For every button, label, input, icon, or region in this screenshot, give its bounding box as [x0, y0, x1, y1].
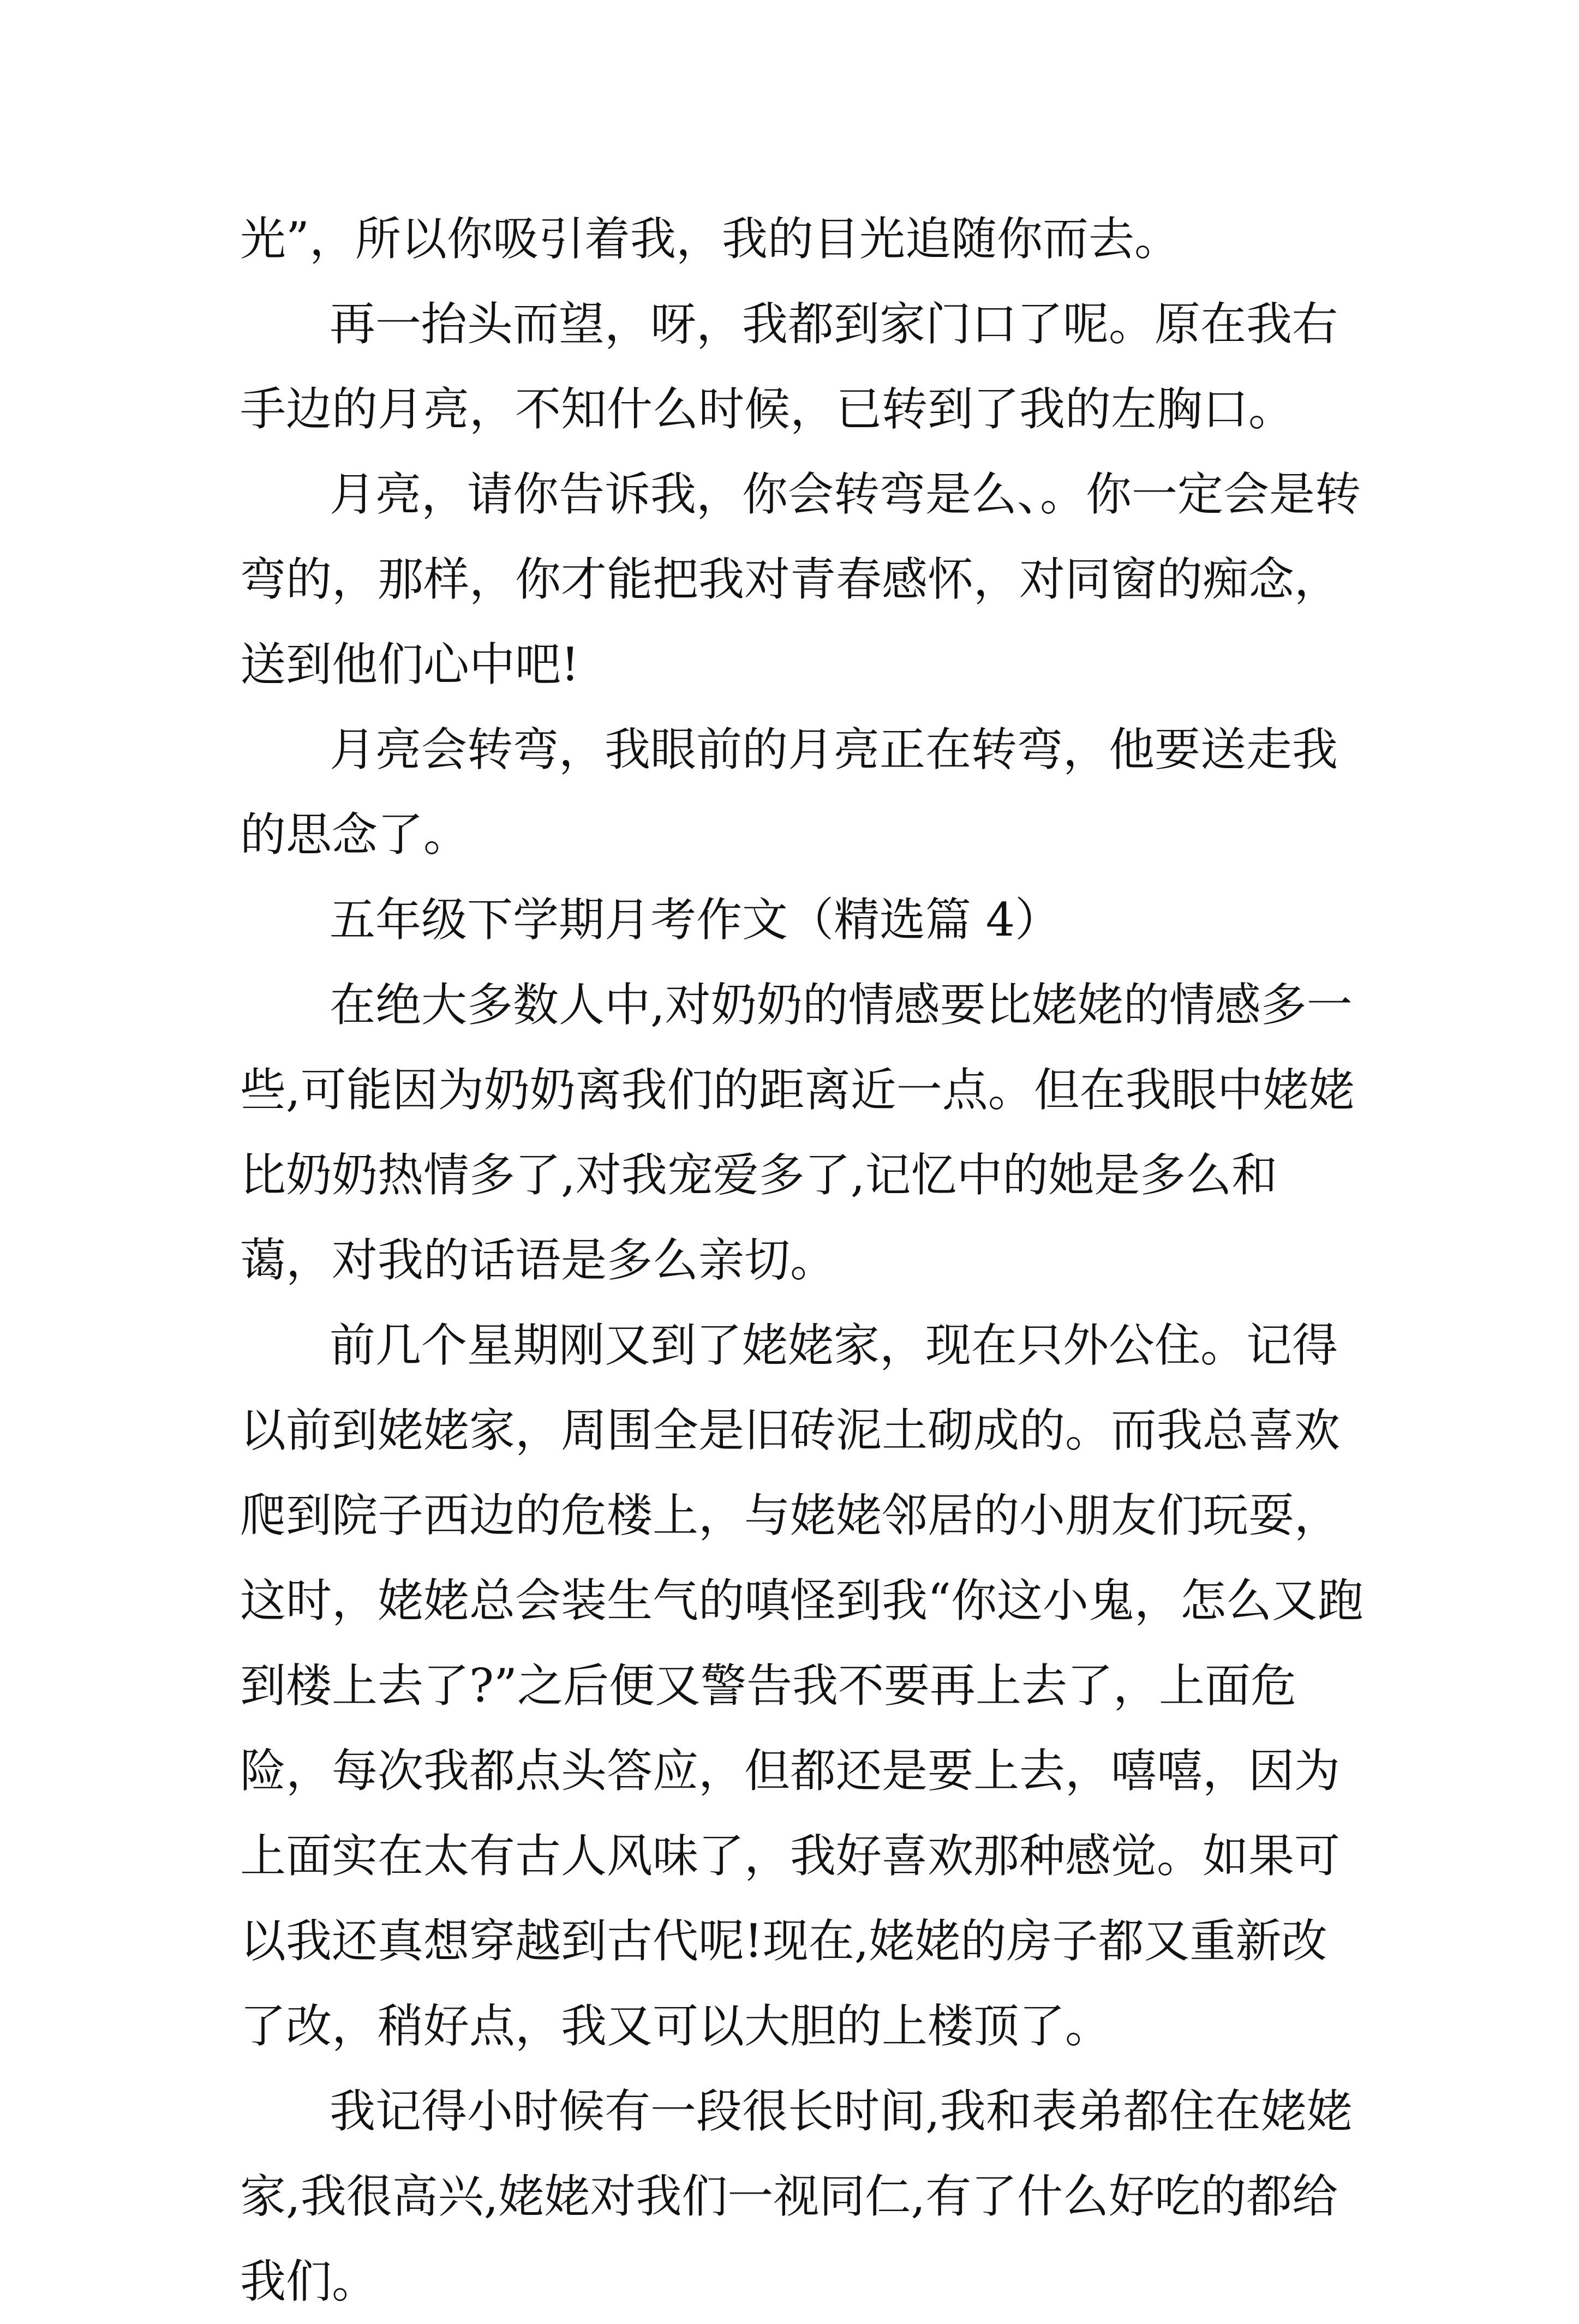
- essay-body: [240, 196, 1364, 2324]
- paragraph: 再一抬头而望，呀，我都到家门口了呢。原在我右手边的月亮，不知什么时候，已转到了我的左胸口。: [240, 297, 1338, 436]
- paragraph: 月亮会转弯，我眼前的月亮正在转弯，他要送走我的思念了。: [240, 723, 1338, 861]
- paragraph: 前几个星期刚又到了姥姥家，现在只外公住。记得以前到姥姥家，周围全是旧砖泥土砌成的。而我总喜欢爬到院子西边的危楼上，与姥姥邻居的小朋友们玩耍，这时，姥姥总会装生气的嗔怪到我“你这小鬼，怎么又跑到楼上去了?”之后便又警告我不要再上去了，上面危险，每次我都点头答应，但都还是要上去，嘻嘻，因为上面实在太有古人风味了，我好喜欢那种感觉。如果可以我还真想穿越到古代呢!现在,姥姥的房子都又重新改了改，稍好点，我又可以大胆的上楼顶了。: [240, 1319, 1363, 2053]
- paragraph: 在绝大多数人中,对奶奶的情感要比姥姥的情感多一些,可能因为奶奶离我们的距离近一点。但在我眼中姥姥比奶奶热情多了,对我宠爱多了,记忆中的她是多么和蔼，对我的话语是多么亲切。: [240, 978, 1355, 1287]
- paragraph: 我记得小时候有一段很长时间,我和表弟都住在姥姥家,我很高兴,姥姥对我们一视同仁,有了什么好吃的都给我们。: [240, 2085, 1353, 2308]
- paragraph-continuation: 光”，所以你吸引着我，我的目光追随你而去。: [240, 212, 1180, 266]
- paragraph: 月亮，请你告诉我，你会转弯是么、。你一定会是转弯的，那样，你才能把我对青春感怀，对同窗的痴念，送到他们心中吧!: [240, 468, 1361, 691]
- section-heading: 五年级下学期月考作文（精选篇 4）: [330, 893, 1061, 947]
